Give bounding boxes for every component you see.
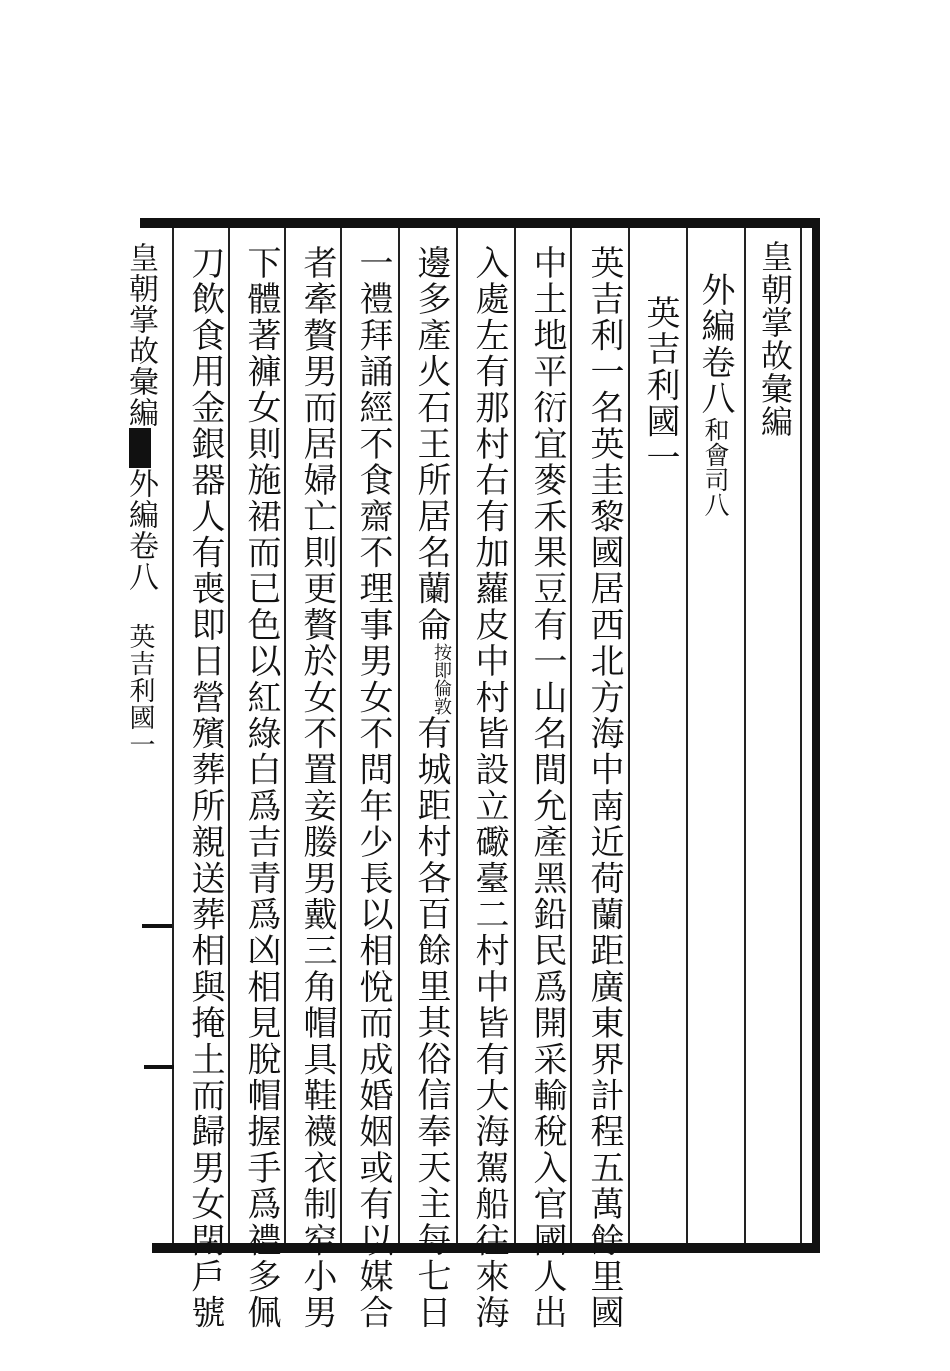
volume-heading-sub: 和會司八 [701,416,730,517]
column-rule [570,228,572,1243]
column-rule [456,228,458,1243]
column-rule [284,228,286,1243]
body-column-3: 入處左有那村右有加蘿皮中村皆設立礮臺二村中皆有大海駕船往來海 [469,245,509,1331]
volume-heading-main: 外編卷八 [695,272,735,417]
column-rule [340,228,342,1243]
body-column-8: 刀飲食用金銀器人有喪即日營殯葬所親送葬相與掩土而歸男女閉戶號 [185,245,225,1331]
column-rule [398,228,400,1243]
page-number-mark [142,924,172,928]
inline-annotation: 按即倫敦 [431,643,452,716]
column-rule [172,228,174,1243]
column-rule [744,228,746,1243]
column-rule [228,228,230,1243]
column-rule [628,228,630,1243]
margin-column [118,242,162,758]
page-number-mark [144,1065,174,1069]
top-border-rule [140,218,820,228]
body-column-6: 者牽贅男而居婦亡則更贅於女不置妾媵男戴三角帽具鞋襪衣制窄小男 [297,245,337,1331]
volume-heading [695,272,735,517]
margin-chapter: 英吉利國一 [125,623,155,758]
body-column-1: 英吉利一名英圭黎國居西北方海中南近荷蘭距廣東界計程五萬餘里國 [584,245,624,1331]
book-title: 皇朝掌故彙編 [756,240,794,438]
body-column-5: 一禮拜誦經不食齋不理事男女不問年少長以相悅而成婚姻或有以媒合 [353,245,393,1331]
margin-volume: 外編卷八 [123,468,158,592]
body-column-4 [411,245,451,1331]
right-border-rule [812,218,820,1253]
fishtail-mark [129,428,151,468]
body-column-2: 中土地平衍宜麥禾果豆有一山名間允產黑鉛民爲開采輸稅入官國人出 [527,245,567,1331]
section-title: 英吉利國一 [640,295,680,476]
column-rule [800,228,802,1243]
body-column-4-before: 邊多產火石王所居名蘭侖 [411,245,451,644]
column-rule [514,228,516,1243]
body-column-4-after: 有城距村各百餘里其俗信奉天主每七日 [411,715,451,1331]
margin-book-title: 皇朝掌故彙編 [123,242,158,428]
column-rule [686,228,688,1243]
body-column-7: 下體著褲女則施裙而已色以紅綠白爲吉青爲凶相見脫帽握手爲禮多佩 [241,245,281,1331]
